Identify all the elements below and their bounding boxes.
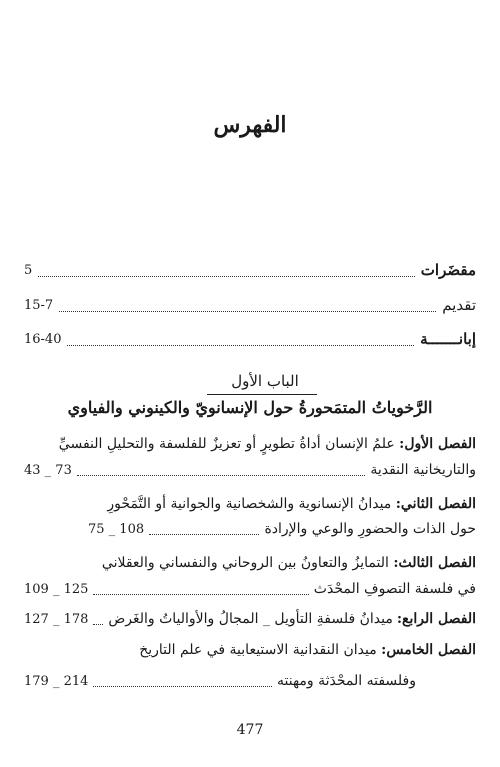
toc-page: 16-40 — [24, 331, 62, 347]
chapter-1-line2[interactable] — [24, 459, 476, 481]
chapter-title-cont: حول الذات والحضورِ والوعي والإرادة — [264, 521, 476, 537]
chapter-3-line2[interactable] — [24, 578, 476, 600]
chapter-3-line1[interactable] — [102, 555, 476, 571]
chapter-pages: 127 _ 178 — [24, 611, 89, 627]
chapter-pages: 43 _ 73 — [24, 462, 72, 478]
chapter-title: ميدانُ الإنسانوية والشخصانية والجوانية أو التَّمَحْورِ — [107, 496, 392, 512]
chapter-title: ميدانُ فلسفةِ التأويل _ المجالُ والأوالياتُ والغَرض — [108, 611, 393, 627]
leader-dots — [67, 333, 414, 346]
toc-label: مقضَرات — [420, 261, 476, 279]
part-title: الباب الأول — [231, 372, 299, 390]
chapter-prefix: الفصل الثالث: — [393, 555, 476, 571]
leader-dots — [93, 614, 103, 625]
leader-dots — [93, 584, 308, 595]
chapter-pages: 75 _ 108 — [88, 521, 145, 537]
toc-page: 15-7 — [24, 297, 54, 313]
part-heading: الرَّخوياتُ المتمَحورةُ حول الإنسانويّ والكينوني والفياوي — [67, 398, 433, 417]
chapter-prefix: الفصل الثاني: — [395, 496, 476, 512]
toc-row-exposition[interactable] — [24, 326, 476, 352]
chapter-title: علمُ الإنسان أداةُ تطويرٍ أو تعزيزٌ للفلسفة والتحليلِ النفسيِّ — [58, 436, 395, 452]
chapter-title: ميدان النقدانية الاستيعابية في علم التاريخ — [139, 642, 377, 658]
chapter-pages: 179 _ 214 — [24, 673, 89, 689]
leader-dots — [93, 676, 272, 687]
chapter-prefix: الفصل الأول: — [399, 436, 476, 452]
part-divider — [207, 394, 317, 395]
leader-dots — [149, 524, 259, 535]
chapter-prefix: الفصل الرابع: — [396, 611, 476, 627]
page-title: الفهرس — [213, 112, 287, 138]
leader-dots — [38, 264, 415, 277]
toc-row-preface[interactable] — [24, 292, 476, 318]
chapter-4-line1[interactable] — [24, 608, 476, 630]
page-number: 477 — [236, 722, 264, 738]
toc-label: إبانـــــــة — [420, 330, 476, 348]
toc-row-introductions[interactable] — [24, 257, 476, 283]
chapter-title-cont: والتاريخانية النقدية — [370, 462, 476, 478]
chapter-5-line1[interactable] — [139, 642, 476, 658]
chapter-title-cont: وفلسفته المحْدَثة ومهنته — [277, 673, 416, 689]
leader-dots — [77, 465, 365, 476]
chapter-title-cont: في فلسفة التصوفِ المحْدَث — [313, 581, 476, 597]
leader-dots — [59, 299, 436, 312]
chapter-pages: 109 _ 125 — [24, 581, 89, 597]
chapter-title: التمايزُ والتعاونُ بين الروحاني والنفساني والعقلاني — [101, 555, 389, 571]
chapter-2-line2[interactable] — [88, 518, 476, 540]
chapter-1-line1[interactable] — [59, 436, 476, 452]
chapter-prefix: الفصل الخامس: — [381, 642, 476, 658]
toc-page: 5 — [24, 262, 33, 278]
toc-label: تقديم — [442, 296, 476, 314]
chapter-5-line2[interactable] — [24, 670, 476, 692]
chapter-2-line1[interactable] — [107, 496, 476, 512]
